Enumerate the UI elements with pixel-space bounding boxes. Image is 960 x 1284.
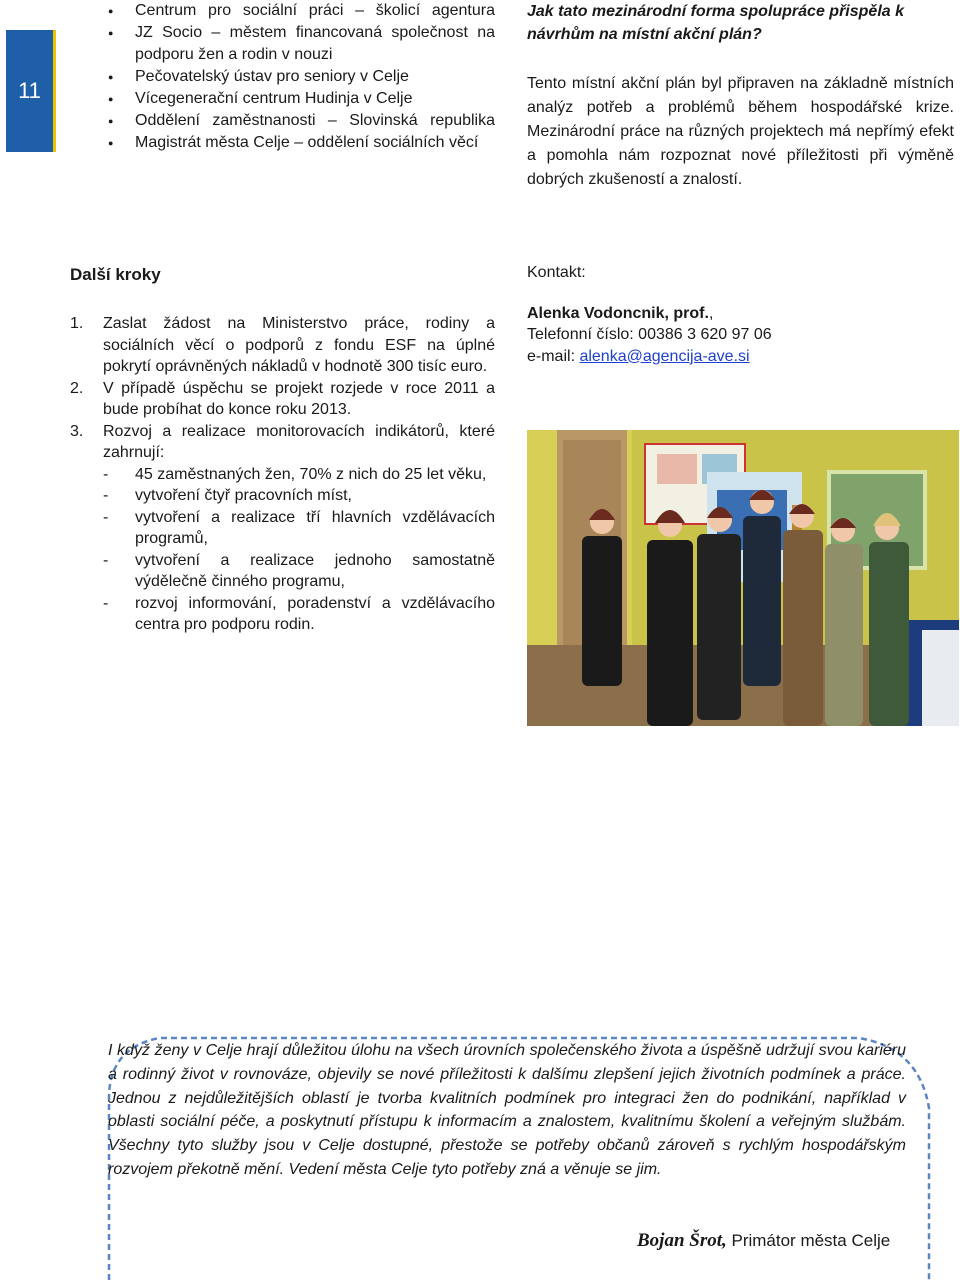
group-photo	[527, 430, 959, 726]
step-item	[70, 313, 495, 378]
indicator-text: vytvoření a realizace jednoho samostatně výdělečně činného programu,	[135, 551, 495, 590]
contact-name-line: Alenka Vodoncnik, prof.,	[527, 304, 714, 322]
partner-item: ● Centrum pro sociální práci – školicí agentura	[70, 0, 495, 22]
step-text: Zaslat žádost na Ministerstvo práce, rodiny a sociálních věcí o podporů z fondu ESF na úplné pokrytí oprávněných nákladů v hodnotě 300 tisíc euro.	[103, 315, 495, 375]
indicator-item: - vytvoření čtyř pracovních míst,	[103, 487, 352, 504]
indicator-text: vytvoření čtyř pracovních míst,	[135, 487, 352, 504]
page-number: 11	[6, 30, 56, 152]
step-item	[70, 421, 495, 464]
contact-label: Kontakt:	[527, 264, 586, 281]
contact-phone: Telefonní číslo: 00386 3 620 97 06	[527, 326, 772, 343]
partner-item: ● Magistrát města Celje – oddělení sociálních věcí	[70, 132, 495, 154]
step-text: V případě úspěchu se projekt rozjede v roce 2011 a bude probíhat do konce roku 2013.	[103, 379, 495, 418]
partner-item: ● JZ Socio – městem financovaná společnost na podporu žen a rodin v nouzi	[70, 22, 495, 66]
question-text: Tento místní akční plán byl připraven na základně místních analýz potřeb a problémů během hospodářské krize. Mezinárodní práce na různých projektech má nepřímý efekt a pomohla nám rozpoznat nové příležitosti při výměně dobrých zkušeností a znalostí.	[527, 75, 954, 188]
signature-title: Primátor města Celje	[726, 1231, 891, 1250]
question-title: Jak tato mezinárodní forma spolupráce přispěla k návrhům na místní akční plán?	[527, 3, 904, 43]
step-text: Rozvoj a realizace monitorovacích indikátorů, které zahrnují:	[103, 422, 495, 461]
step-number: 3.	[70, 422, 84, 440]
quote-text: I když ženy v Celje hrají důležitou úlohu na všech úrovních společenského života a úspěšně udržují svou kariéru a rodinný život v rovnováze, objevily se nové příležitosti k dalšímu zlepšení jejich životních podmínek a práce. Jednou z nejdůležitějších oblastí je tvorba kvalitních podmínek pro integraci žen do podnikání, například v oblasti sociální péče, a poskytnutí přístupu k informacím a znalostem, kvalitnímu školení a veřejným službám. Všechny tyto služby jsou v Celje dostupné, přestože se potřeby občanů zároveň s rychlým hospodářským rozvojem překotně mění. Vedení města Celje tyto potřeby zná a věnuje se jim.	[108, 1042, 906, 1178]
partner-item: ● Oddělení zaměstnanosti – Slovinská republika	[70, 110, 495, 132]
partner-item: ● Vícegenerační centrum Hudinja v Celje	[70, 88, 495, 110]
indicator-text: vytvoření a realizace tří hlavních vzdělávacích programů,	[135, 508, 495, 547]
partner-item: ● Pečovatelský ústav pro seniory v Celje	[70, 66, 495, 88]
contact-email-line: e-mail: alenka@agencija-ave.si	[527, 347, 750, 365]
contact-block	[527, 262, 954, 367]
contact-name: Alenka Vodoncnik, prof.	[527, 304, 709, 322]
step-number: 1.	[70, 315, 84, 332]
next-steps-heading: Další kroky	[70, 265, 161, 284]
step-item	[70, 378, 495, 421]
indicator-text: 45 zaměstnaných žen, 70% z nich do 25 let věku,	[135, 465, 487, 483]
indicator-item: - vytvoření a realizace jednoho samostatně výdělečně činného programu,	[103, 551, 495, 590]
next-steps-list	[70, 313, 495, 636]
signature-name: Bojan Šrot,	[637, 1230, 727, 1251]
indicator-text: rozvoj informování, poradenství a vzdělávacího centra pro podporu rodin.	[135, 594, 495, 633]
partner-list	[70, 0, 495, 154]
indicator-item: - 45 zaměstnaných žen, 70% z nich do 25 let věku,	[103, 465, 487, 483]
step-number: 2.	[70, 379, 84, 397]
indicator-item: - vytvoření a realizace tří hlavních vzdělávacích programů,	[103, 508, 495, 547]
email-link[interactable]: alenka@agencija-ave.si	[579, 347, 750, 365]
signature	[637, 1230, 890, 1252]
indicator-item: - rozvoj informování, poradenství a vzdělávacího centra pro podporu rodin.	[103, 594, 495, 633]
